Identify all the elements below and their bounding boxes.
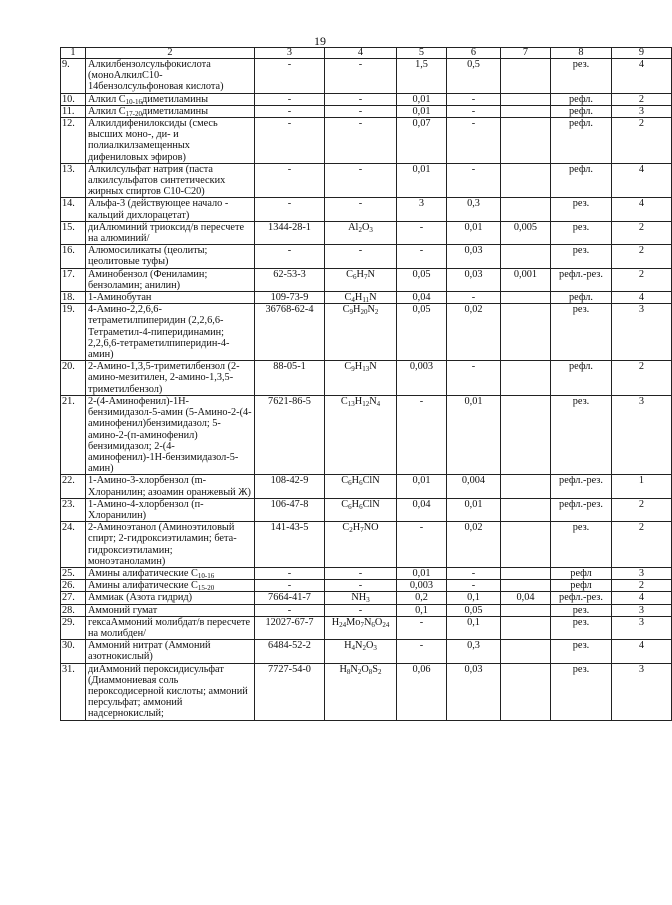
table-row xyxy=(61,498,672,521)
row-number: 25. xyxy=(61,567,86,579)
note-col8: рез. xyxy=(551,604,612,616)
substance-name: Аммоний нитрат (Аммоний азотнокислый) xyxy=(86,640,255,663)
table-row xyxy=(61,592,672,604)
value-col5: - xyxy=(397,640,447,663)
chemical-formula: - xyxy=(325,163,397,198)
class-col9: 4 xyxy=(612,592,672,604)
table-row xyxy=(61,292,672,304)
note-col8: рез. xyxy=(551,245,612,268)
table-row xyxy=(61,604,672,616)
chemical-formula: $C_{13}H_{12}N_4$ xyxy=(325,395,397,474)
column-header: 8 xyxy=(551,48,612,59)
cas-number: 36768-62-4 xyxy=(255,304,325,361)
substance-name: диАммоний пероксидисульфат (Диаммониевая соль пероксодисерной кислоты; аммоний персульфат; аммоний надсернокислый; xyxy=(86,663,255,720)
column-header: 1 xyxy=(61,48,86,59)
value-col5: 0,01 xyxy=(397,567,447,579)
value-col7 xyxy=(501,105,551,117)
table-row xyxy=(61,304,672,361)
row-number: 15. xyxy=(61,221,86,244)
value-col7 xyxy=(501,361,551,396)
chemical-formula: $NH_3$ xyxy=(325,592,397,604)
value-col5: 0,05 xyxy=(397,304,447,361)
row-number: 23. xyxy=(61,498,86,521)
cas-number: 88-05-1 xyxy=(255,361,325,396)
table-row xyxy=(61,475,672,498)
row-number: 11. xyxy=(61,105,86,117)
value-col7 xyxy=(501,198,551,221)
value-col6: 0,004 xyxy=(447,475,501,498)
row-number: 19. xyxy=(61,304,86,361)
class-col9: 3 xyxy=(612,105,672,117)
cas-number: 141-43-5 xyxy=(255,522,325,568)
value-col6: 0,1 xyxy=(447,592,501,604)
value-col5: - xyxy=(397,616,447,639)
cas-number: - xyxy=(255,105,325,117)
chemical-formula: - xyxy=(325,567,397,579)
note-col8: рефл.-рез. xyxy=(551,475,612,498)
note-col8: рефл.-рез. xyxy=(551,498,612,521)
cas-number: - xyxy=(255,93,325,105)
value-col5: 0,003 xyxy=(397,580,447,592)
table-row xyxy=(61,580,672,592)
value-col6: - xyxy=(447,105,501,117)
value-col5: 0,01 xyxy=(397,105,447,117)
class-col9: 2 xyxy=(612,221,672,244)
header-row xyxy=(61,48,672,59)
row-number: 31. xyxy=(61,663,86,720)
substance-name: Алкил $С_{17-20}диметиламины$ xyxy=(86,105,255,117)
note-col8: рефл.-рез. xyxy=(551,268,612,291)
column-header: 3 xyxy=(255,48,325,59)
value-col6: 0,3 xyxy=(447,640,501,663)
substance-name: 2-Амино-1,3,5-триметилбензол (2-амино-мезитилен, 2-амино-1,3,5-триметилбензол) xyxy=(86,361,255,396)
chemical-formula: $C_6H_6ClN$ xyxy=(325,498,397,521)
value-col7 xyxy=(501,304,551,361)
note-col8: рефл. xyxy=(551,118,612,164)
cas-number: - xyxy=(255,567,325,579)
chemical-formula: $H_{24}Mo_7N_6O_{24}$ xyxy=(325,616,397,639)
row-number: 21. xyxy=(61,395,86,474)
value-col7: 0,001 xyxy=(501,268,551,291)
column-header: 9 xyxy=(612,48,672,59)
cas-number: 7727-54-0 xyxy=(255,663,325,720)
value-col5: 0,04 xyxy=(397,292,447,304)
chemical-formula: - xyxy=(325,580,397,592)
row-number: 24. xyxy=(61,522,86,568)
value-col6: - xyxy=(447,292,501,304)
value-col5: 0,06 xyxy=(397,663,447,720)
chemical-formula: $C_9H_{13}N$ xyxy=(325,361,397,396)
chemical-formula: - xyxy=(325,93,397,105)
chemical-formula: $H_8N_2O_8S_2$ xyxy=(325,663,397,720)
class-col9: 3 xyxy=(612,616,672,639)
value-col6: 0,1 xyxy=(447,616,501,639)
value-col5: - xyxy=(397,245,447,268)
value-col5: 3 xyxy=(397,198,447,221)
cas-number: - xyxy=(255,163,325,198)
chemical-formula: $C_2H_7NO$ xyxy=(325,522,397,568)
note-col8: рез. xyxy=(551,221,612,244)
row-number: 28. xyxy=(61,604,86,616)
value-col7 xyxy=(501,616,551,639)
chemical-formula: $C_4H_{11}N$ xyxy=(325,292,397,304)
value-col6: 0,03 xyxy=(447,663,501,720)
class-col9: 2 xyxy=(612,93,672,105)
value-col5: 0,2 xyxy=(397,592,447,604)
value-col7 xyxy=(501,59,551,94)
class-col9: 3 xyxy=(612,663,672,720)
cas-number: - xyxy=(255,59,325,94)
substance-name: 4-Амино-2,2,6,6-тетраметилпиперидин (2,2,6,6-Тетраметил-4-пиперидинамин; 2,2,6,6-тетраметилпиперидин-4-амин) xyxy=(86,304,255,361)
value-col6: - xyxy=(447,118,501,164)
value-col7 xyxy=(501,245,551,268)
substance-name: Амины алифатические $С_{15-20}$ xyxy=(86,580,255,592)
row-number: 27. xyxy=(61,592,86,604)
substance-name: 2-Аминоэтанол (Аминоэтиловый спирт; 2-гидроксиэтиламин; бета-гидроксиэтиламин; моноэтаноламин) xyxy=(86,522,255,568)
value-col5: 0,01 xyxy=(397,163,447,198)
cas-number: 7664-41-7 xyxy=(255,592,325,604)
value-col7 xyxy=(501,580,551,592)
value-col6: 0,01 xyxy=(447,498,501,521)
substance-name: Аммиак (Азота гидрид) xyxy=(86,592,255,604)
row-number: 17. xyxy=(61,268,86,291)
value-col7 xyxy=(501,567,551,579)
column-header: 4 xyxy=(325,48,397,59)
value-col5: 0,04 xyxy=(397,498,447,521)
value-col7 xyxy=(501,604,551,616)
table-row xyxy=(61,105,672,117)
chemical-formula: - xyxy=(325,198,397,221)
note-col8: рез. xyxy=(551,304,612,361)
note-col8: рефл. xyxy=(551,93,612,105)
row-number: 26. xyxy=(61,580,86,592)
note-col8: рез. xyxy=(551,616,612,639)
cas-number: 6484-52-2 xyxy=(255,640,325,663)
chemical-formula: - xyxy=(325,59,397,94)
substance-name: 1-Аминобутан xyxy=(86,292,255,304)
table-row xyxy=(61,268,672,291)
value-col7: 0,04 xyxy=(501,592,551,604)
value-col5: 0,1 xyxy=(397,604,447,616)
cas-number: 108-42-9 xyxy=(255,475,325,498)
table-row xyxy=(61,245,672,268)
row-number: 14. xyxy=(61,198,86,221)
table-row xyxy=(61,616,672,639)
class-col9: 2 xyxy=(612,268,672,291)
class-col9: 2 xyxy=(612,498,672,521)
note-col8: рез. xyxy=(551,640,612,663)
row-number: 20. xyxy=(61,361,86,396)
column-header: 6 xyxy=(447,48,501,59)
value-col6: 0,01 xyxy=(447,395,501,474)
class-col9: 1 xyxy=(612,475,672,498)
substance-name: Амины алифатические $С_{10-16}$ xyxy=(86,567,255,579)
substance-name: Алкил $С_{10-16}диметиламины$ xyxy=(86,93,255,105)
chemical-formula: $C_6H_6ClN$ xyxy=(325,475,397,498)
class-col9: 4 xyxy=(612,198,672,221)
value-col6: 0,05 xyxy=(447,604,501,616)
chemical-formula: $C_6H_7N$ xyxy=(325,268,397,291)
table-row xyxy=(61,395,672,474)
value-col6: 0,03 xyxy=(447,268,501,291)
row-number: 29. xyxy=(61,616,86,639)
cas-number: 109-73-9 xyxy=(255,292,325,304)
value-col6: 0,01 xyxy=(447,221,501,244)
value-col6: - xyxy=(447,361,501,396)
substance-name: Аминобензол (Фениламин; бензоламин; анилин) xyxy=(86,268,255,291)
value-col5: - xyxy=(397,221,447,244)
table-row xyxy=(61,522,672,568)
row-number: 10. xyxy=(61,93,86,105)
row-number: 13. xyxy=(61,163,86,198)
cas-number: - xyxy=(255,580,325,592)
row-number: 16. xyxy=(61,245,86,268)
substance-name: Аммоний гумат xyxy=(86,604,255,616)
value-col7 xyxy=(501,163,551,198)
value-col5: 0,01 xyxy=(397,475,447,498)
substance-name: Алюмосиликаты (цеолиты; цеолитовые туфы) xyxy=(86,245,255,268)
row-number: 30. xyxy=(61,640,86,663)
note-col8: рез. xyxy=(551,395,612,474)
chemical-formula: - xyxy=(325,245,397,268)
chemical-formula: - xyxy=(325,604,397,616)
row-number: 12. xyxy=(61,118,86,164)
substance-name: гексаАммоний молибдат/в пересчете на молибден/ xyxy=(86,616,255,639)
substance-name: Альфа-3 (действующее начало - кальций дихлорацетат) xyxy=(86,198,255,221)
note-col8: рез. xyxy=(551,522,612,568)
table-row xyxy=(61,59,672,94)
table-row xyxy=(61,163,672,198)
value-col7: 0,005 xyxy=(501,221,551,244)
note-col8: рефл xyxy=(551,567,612,579)
class-col9: 3 xyxy=(612,395,672,474)
note-col8: рефл. xyxy=(551,361,612,396)
note-col8: рефл. xyxy=(551,292,612,304)
cas-number: - xyxy=(255,118,325,164)
value-col6: - xyxy=(447,163,501,198)
value-col6: 0,3 xyxy=(447,198,501,221)
table-row xyxy=(61,640,672,663)
class-col9: 3 xyxy=(612,304,672,361)
column-header: 7 xyxy=(501,48,551,59)
chemical-formula: $Al_2O_3$ xyxy=(325,221,397,244)
value-col7 xyxy=(501,522,551,568)
value-col5: 0,05 xyxy=(397,268,447,291)
class-col9: 2 xyxy=(612,522,672,568)
cas-number: 62-53-3 xyxy=(255,268,325,291)
value-col5: 1,5 xyxy=(397,59,447,94)
row-number: 22. xyxy=(61,475,86,498)
class-col9: 2 xyxy=(612,245,672,268)
substance-name: 2-(4-Аминофенил)-1Н-бензимидазол-5-амин (5-Амино-2-(4-аминофенил)бензимидазол; 5-амино-2-(п-аминофенил) бензимидазол; 2-(4-аминофенил)-1Н-бензимидазол-5-амин) xyxy=(86,395,255,474)
value-col7 xyxy=(501,93,551,105)
class-col9: 4 xyxy=(612,640,672,663)
cas-number: 12027-67-7 xyxy=(255,616,325,639)
row-number: 9. xyxy=(61,59,86,94)
class-col9: 2 xyxy=(612,361,672,396)
table-row xyxy=(61,663,672,720)
substance-name: Алкилдифенилоксиды (смесь высших моно-, ди- и полиалкилзамещенных дифениловых эфиров) xyxy=(86,118,255,164)
value-col7 xyxy=(501,475,551,498)
cas-number: 106-47-8 xyxy=(255,498,325,521)
class-col9: 3 xyxy=(612,604,672,616)
substance-name: Алкилбензолсульфокислота (моноАлкилС10-14бензолсульфоновая кислота) xyxy=(86,59,255,94)
substance-name: диАлюминий триоксид/в пересчете на алюминий/ xyxy=(86,221,255,244)
class-col9: 2 xyxy=(612,580,672,592)
value-col7 xyxy=(501,292,551,304)
value-col7 xyxy=(501,663,551,720)
table-row xyxy=(61,198,672,221)
value-col6: 0,02 xyxy=(447,304,501,361)
value-col7 xyxy=(501,118,551,164)
value-col5: - xyxy=(397,395,447,474)
cas-number: - xyxy=(255,604,325,616)
table-row xyxy=(61,361,672,396)
value-col7 xyxy=(501,640,551,663)
note-col8: рез. xyxy=(551,59,612,94)
note-col8: рефл.-рез. xyxy=(551,592,612,604)
row-number: 18. xyxy=(61,292,86,304)
chemical-formula: - xyxy=(325,105,397,117)
class-col9: 2 xyxy=(612,118,672,164)
value-col6: - xyxy=(447,93,501,105)
substances-table xyxy=(60,47,672,721)
cas-number: 1344-28-1 xyxy=(255,221,325,244)
note-col8: рефл xyxy=(551,580,612,592)
column-header: 5 xyxy=(397,48,447,59)
substance-name: 1-Амино-3-хлорбензол (m-Хлоранилин; азоамин оранжевый Ж) xyxy=(86,475,255,498)
cas-number: - xyxy=(255,198,325,221)
substance-name: 1-Амино-4-хлорбензол (п-Хлоранилин) xyxy=(86,498,255,521)
table-row xyxy=(61,567,672,579)
class-col9: 4 xyxy=(612,163,672,198)
value-col5: 0,07 xyxy=(397,118,447,164)
table-row xyxy=(61,93,672,105)
class-col9: 4 xyxy=(612,292,672,304)
cas-number: 7621-86-5 xyxy=(255,395,325,474)
class-col9: 3 xyxy=(612,567,672,579)
note-col8: рез. xyxy=(551,198,612,221)
chemical-formula: $C_9H_{20}N_2$ xyxy=(325,304,397,361)
chemical-formula: - xyxy=(325,118,397,164)
value-col6: 0,5 xyxy=(447,59,501,94)
value-col7 xyxy=(501,498,551,521)
chemical-formula: $H_4N_2O_3$ xyxy=(325,640,397,663)
value-col5: 0,003 xyxy=(397,361,447,396)
value-col7 xyxy=(501,395,551,474)
value-col5: 0,01 xyxy=(397,93,447,105)
value-col5: - xyxy=(397,522,447,568)
table-row xyxy=(61,118,672,164)
value-col6: - xyxy=(447,567,501,579)
class-col9: 4 xyxy=(612,59,672,94)
value-col6: 0,02 xyxy=(447,522,501,568)
note-col8: рефл. xyxy=(551,105,612,117)
value-col6: - xyxy=(447,580,501,592)
value-col6: 0,03 xyxy=(447,245,501,268)
column-header: 2 xyxy=(86,48,255,59)
page-number: 19 xyxy=(314,34,326,48)
table-row xyxy=(61,221,672,244)
cas-number: - xyxy=(255,245,325,268)
substance-name: Алкилсульфат натрия (паста алкилсульфатов синтетических жирных спиртов С10-С20) xyxy=(86,163,255,198)
note-col8: рефл. xyxy=(551,163,612,198)
note-col8: рез. xyxy=(551,663,612,720)
